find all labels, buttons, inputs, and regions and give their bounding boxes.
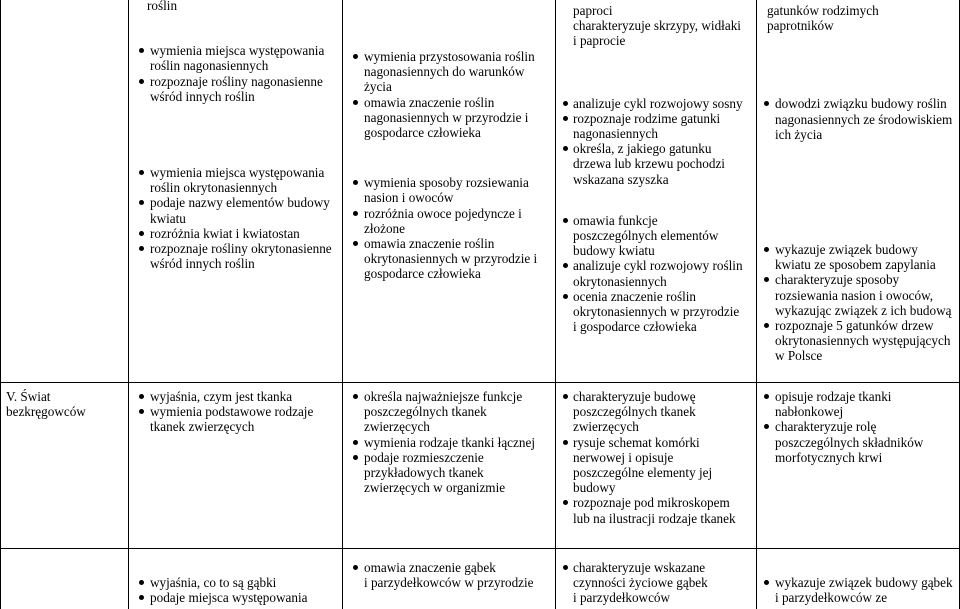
row1-col2-top-text: roślin: [147, 0, 178, 13]
table-border-col1: [128, 0, 129, 609]
list-item: charakteryzuje rolę poszczególnych składników morfotycznych krwi: [763, 419, 957, 465]
list-item: charakteryzuje budowę poszczególnych tkanek zwierzęcych: [562, 389, 754, 435]
list-item: wymienia sposoby rozsiewania nasion i owoców: [352, 175, 552, 205]
list-item: wykazuje związek budowy kwiatu ze sposobem zapylania: [763, 242, 957, 272]
row1-col2-group2: [138, 165, 338, 271]
list-item: dowodzi związku budowy roślin nagonasiennych ze środowiskiem ich życia: [763, 96, 957, 142]
row3-col5-list: [757, 575, 957, 605]
row1-col5-top-text: gatunków rodzimych paprotników: [767, 3, 879, 34]
list-item: rozpoznaje rośliny nagonasienne wśród innych roślin: [138, 74, 338, 104]
list-item: wykazuje związek budowy gąbek i parzydełkowców ze: [763, 575, 957, 605]
row2-col5-cell: [757, 389, 957, 465]
row2-col3-list: [352, 389, 552, 495]
row3-col3-list: [352, 560, 552, 590]
list-item: ocenia znaczenie roślin okrytonasiennych w przyrodzie i gospodarce człowieka: [562, 289, 754, 335]
list-item: omawia funkcje poszczególnych elementów budowy kwiatu: [562, 213, 754, 259]
row3-col2-cell: [138, 575, 338, 605]
row1-col2-group1: [138, 43, 338, 104]
row3-col2-list: [138, 575, 338, 605]
list-item: rozróżnia owoce pojedyncze i złożone: [352, 206, 552, 236]
row2-col2-list: [138, 389, 338, 435]
list-item: wymienia miejsca występowania roślin nagonasiennych: [138, 43, 338, 73]
row1-col3-cell: [352, 49, 552, 282]
row2-col4-cell: [562, 389, 754, 526]
row1-col3-group2: [352, 175, 552, 281]
row2-col5-list: [757, 389, 957, 465]
row1-col2-cell: [138, 0, 338, 271]
list-item: wymienia podstawowe rodzaje tkanek zwierzęcych: [138, 404, 338, 434]
list-item: rozpoznaje 5 gatunków drzew okrytonasiennych występujących w Polsce: [763, 318, 957, 364]
row1-col5-group1: [757, 96, 957, 142]
table-border-row1: [0, 382, 960, 383]
row1-col4-group1: [562, 96, 754, 187]
list-item: omawia znaczenie roślin okrytonasiennych w przyrodzie i gospodarce człowieka: [352, 236, 552, 282]
list-item: wyjaśnia, czym jest tkanka: [138, 389, 338, 404]
list-item: analizuje cykl rozwojowy roślin okrytonasiennych: [562, 258, 754, 288]
list-item: analizuje cykl rozwojowy sosny: [562, 96, 754, 111]
row3-col4-list: [562, 560, 754, 606]
table-border-left: [0, 0, 1, 609]
row1-col4-cell: [562, 3, 754, 334]
list-item: opisuje rodzaje tkanki nabłonkowej: [763, 389, 957, 419]
list-item: wymienia przystosowania roślin nagonasiennych do warunków życia: [352, 49, 552, 95]
list-item: wymienia rodzaje tkanki łącznej: [352, 435, 552, 450]
list-item: wyjaśnia, co to są gąbki: [138, 575, 338, 590]
row2-col3-cell: [352, 389, 552, 495]
row1-col3-group1: [352, 49, 552, 140]
section-title: V. Świat bezkręgowców: [6, 389, 86, 420]
row3-col4-cell: [562, 560, 754, 606]
list-item: rozpoznaje rośliny okrytonasienne wśród innych roślin: [138, 241, 338, 271]
list-item: wymienia miejsca występowania roślin okrytonasiennych: [138, 165, 338, 195]
list-item: omawia znaczenie gąbek i parzydełkowców w przyrodzie: [352, 560, 552, 590]
list-item: charakteryzuje wskazane czynności życiowe gąbek i parzydełkowców: [562, 560, 754, 606]
row1-col4-group2: [562, 213, 754, 335]
row3-col3-cell: [352, 560, 552, 590]
row2-col4-list: [562, 389, 754, 526]
table-border-col2: [342, 0, 343, 609]
list-item: rozpoznaje pod mikroskopem lub na ilustracji rodzaje tkanek: [562, 495, 754, 525]
row1-col5-group2: [757, 242, 957, 364]
row2-col1-cell: [2, 389, 126, 419]
list-item: charakteryzuje sposoby rozsiewania nasion i owoców, wykazując związek z ich budową: [763, 272, 957, 318]
list-item: omawia znaczenie roślin nagonasiennych w przyrodzie i gospodarce człowieka: [352, 95, 552, 141]
list-item: podaje nazwy elementów budowy kwiatu: [138, 195, 338, 225]
list-item: rozróżnia kwiat i kwiatostan: [138, 226, 338, 241]
list-item: rysuje schemat komórki nerwowej i opisuje poszczególne elementy jej budowy: [562, 435, 754, 496]
table-border-col3: [555, 0, 556, 609]
list-item: podaje miejsca występowania: [138, 590, 338, 605]
list-item: określa najważniejsze funkcje poszczególnych tkanek zwierzęcych: [352, 389, 552, 435]
row2-col2-cell: [138, 389, 338, 435]
list-item: określa, z jakiego gatunku drzewa lub krzewu pochodzi wskazana szyszka: [562, 141, 754, 187]
list-item: podaje rozmieszczenie przykładowych tkanek zwierzęcych w organizmie: [352, 450, 552, 496]
row1-col5-cell: [757, 3, 957, 364]
table-border-row2: [0, 548, 960, 549]
list-item: rozpoznaje rodzime gatunki nagonasiennych: [562, 111, 754, 141]
row1-col4-top-text: paproci charakteryzuje skrzypy, widłaki i paprocie: [573, 3, 741, 49]
row3-col5-cell: [757, 575, 957, 605]
